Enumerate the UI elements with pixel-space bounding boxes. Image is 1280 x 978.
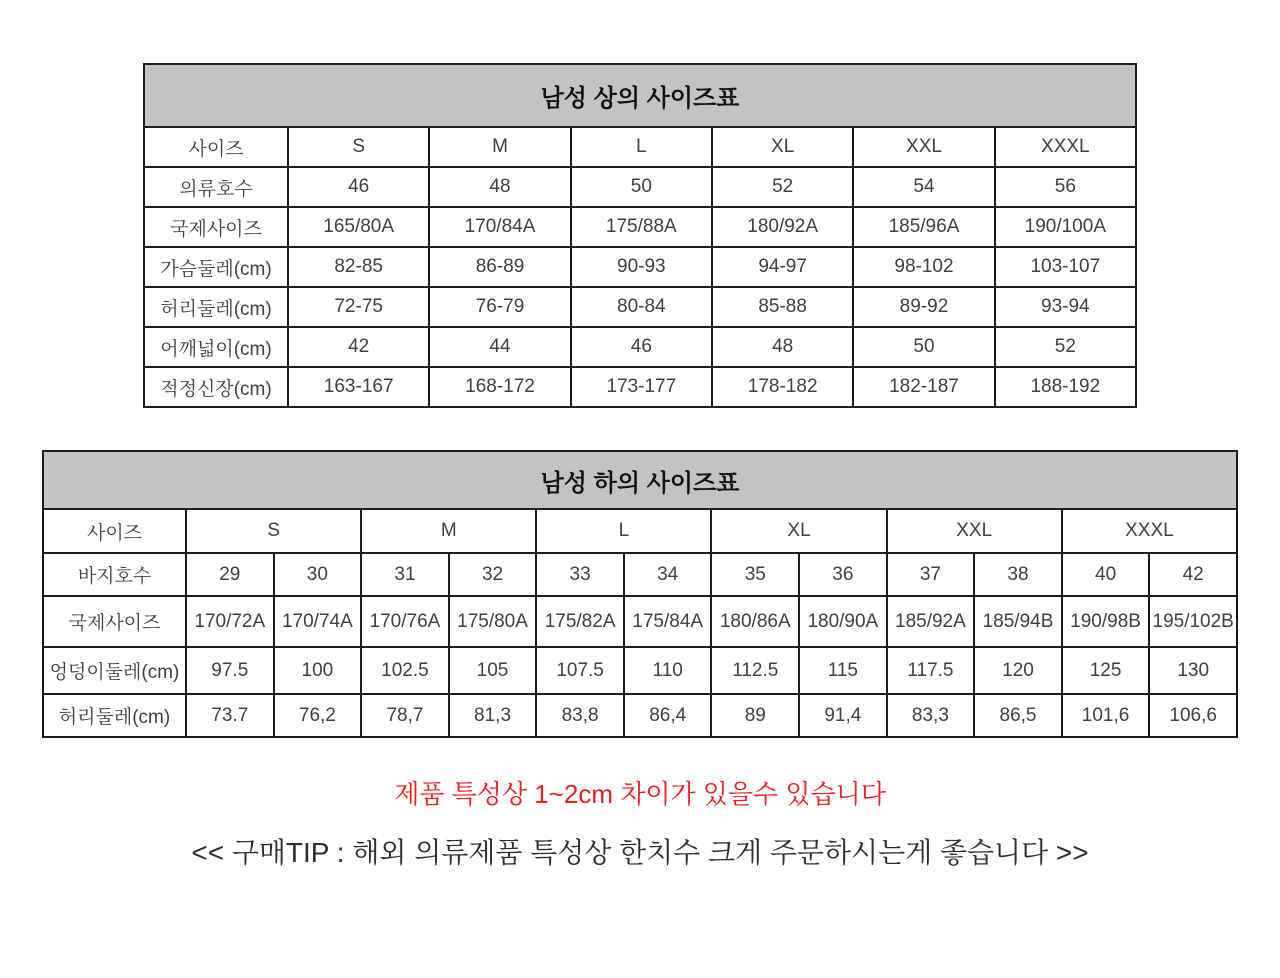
value-cell: 190/98B	[1062, 596, 1150, 647]
value-cell: 170/72A	[186, 596, 274, 647]
row-label-cell: 의류호수	[144, 167, 288, 207]
row-label-cell: 허리둘레(cm)	[144, 287, 288, 327]
value-cell: 72-75	[288, 287, 429, 327]
value-cell: 175/88A	[571, 207, 712, 247]
value-cell: 115	[799, 647, 887, 694]
value-cell: 97.5	[186, 647, 274, 694]
value-cell: 170/84A	[429, 207, 570, 247]
value-cell: 103-107	[995, 247, 1136, 287]
mens-top-size-table	[143, 63, 1137, 408]
value-cell: 31	[361, 553, 449, 596]
row-label-cell: 적정신장(cm)	[144, 367, 288, 407]
table-row	[43, 553, 1237, 596]
value-cell: 188-192	[995, 367, 1136, 407]
value-cell: 44	[429, 327, 570, 367]
value-cell: 182-187	[853, 367, 994, 407]
value-cell: 40	[1062, 553, 1150, 596]
table-row	[43, 694, 1237, 737]
value-cell: 170/76A	[361, 596, 449, 647]
value-cell: 175/84A	[624, 596, 712, 647]
mens-top-size-table-title: 남성 상의 사이즈표	[144, 64, 1136, 127]
value-cell: 120	[974, 647, 1062, 694]
value-cell: 105	[449, 647, 537, 694]
value-cell: 73.7	[186, 694, 274, 737]
value-cell: 101,6	[1062, 694, 1150, 737]
value-cell: S	[186, 509, 361, 553]
value-cell: 85-88	[712, 287, 853, 327]
table-title-row	[43, 451, 1237, 509]
value-cell: 80-84	[571, 287, 712, 327]
value-cell: 30	[274, 553, 362, 596]
value-cell: 190/100A	[995, 207, 1136, 247]
value-cell: 32	[449, 553, 537, 596]
value-cell: S	[288, 127, 429, 167]
value-cell: 42	[288, 327, 429, 367]
value-cell: 29	[186, 553, 274, 596]
purchase-tip-note: << 구매TIP : 해외 의류제품 특성상 한치수 크게 주문하시는게 좋습니다 >>	[191, 837, 1089, 868]
value-cell: L	[536, 509, 711, 553]
value-cell: XXXL	[1062, 509, 1237, 553]
value-cell: 89-92	[853, 287, 994, 327]
value-cell: 42	[1149, 553, 1237, 596]
value-cell: 52	[712, 167, 853, 207]
row-label-cell: 허리둘레(cm)	[43, 694, 186, 737]
value-cell: 180/90A	[799, 596, 887, 647]
value-cell: 82-85	[288, 247, 429, 287]
value-cell: 34	[624, 553, 712, 596]
value-cell: 48	[712, 327, 853, 367]
value-cell: 54	[853, 167, 994, 207]
value-cell: XL	[711, 509, 886, 553]
value-cell: 185/96A	[853, 207, 994, 247]
value-cell: XXXL	[995, 127, 1136, 167]
value-cell: 112.5	[711, 647, 799, 694]
value-cell: 56	[995, 167, 1136, 207]
value-cell: 185/92A	[887, 596, 975, 647]
value-cell: 83,3	[887, 694, 975, 737]
row-label-cell: 국제사이즈	[43, 596, 186, 647]
value-cell: 178-182	[712, 367, 853, 407]
row-label-cell: 사이즈	[43, 509, 186, 553]
value-cell: 38	[974, 553, 1062, 596]
value-cell: 50	[571, 167, 712, 207]
value-cell: XXL	[887, 509, 1062, 553]
table-row	[144, 327, 1136, 367]
value-cell: 78,7	[361, 694, 449, 737]
value-cell: 180/86A	[711, 596, 799, 647]
row-label-cell: 가슴둘레(cm)	[144, 247, 288, 287]
value-cell: M	[361, 509, 536, 553]
value-cell: 110	[624, 647, 712, 694]
value-cell: 83,8	[536, 694, 624, 737]
value-cell: 91,4	[799, 694, 887, 737]
value-cell: 86-89	[429, 247, 570, 287]
value-cell: 46	[571, 327, 712, 367]
table-row	[144, 167, 1136, 207]
row-label-cell: 바지호수	[43, 553, 186, 596]
value-cell: 98-102	[853, 247, 994, 287]
value-cell: 168-172	[429, 367, 570, 407]
value-cell: XL	[712, 127, 853, 167]
table-row	[43, 596, 1237, 647]
table-row	[144, 247, 1136, 287]
value-cell: 175/82A	[536, 596, 624, 647]
row-label-cell: 사이즈	[144, 127, 288, 167]
table-row	[144, 127, 1136, 167]
table-row	[144, 207, 1136, 247]
table-title-row	[144, 64, 1136, 127]
tolerance-note: 제품 특성상 1~2cm 차이가 있을수 있습니다	[394, 779, 886, 809]
value-cell: 33	[536, 553, 624, 596]
table-row	[144, 367, 1136, 407]
value-cell: 107.5	[536, 647, 624, 694]
value-cell: 170/74A	[274, 596, 362, 647]
table-row	[43, 509, 1237, 553]
value-cell: 94-97	[712, 247, 853, 287]
value-cell: 48	[429, 167, 570, 207]
value-cell: 180/92A	[712, 207, 853, 247]
value-cell: 52	[995, 327, 1136, 367]
value-cell: 86,4	[624, 694, 712, 737]
table-row	[144, 287, 1136, 327]
table-row	[43, 647, 1237, 694]
mens-bottom-size-table-title: 남성 하의 사이즈표	[43, 451, 1237, 509]
value-cell: 93-94	[995, 287, 1136, 327]
value-cell: 195/102B	[1149, 596, 1237, 647]
value-cell: L	[571, 127, 712, 167]
value-cell: 36	[799, 553, 887, 596]
value-cell: 35	[711, 553, 799, 596]
value-cell: 100	[274, 647, 362, 694]
row-label-cell: 엉덩이둘레(cm)	[43, 647, 186, 694]
value-cell: 130	[1149, 647, 1237, 694]
row-label-cell: 어깨넓이(cm)	[144, 327, 288, 367]
value-cell: 37	[887, 553, 975, 596]
mens-bottom-size-table	[42, 450, 1238, 738]
value-cell: 89	[711, 694, 799, 737]
value-cell: 46	[288, 167, 429, 207]
row-label-cell: 국제사이즈	[144, 207, 288, 247]
value-cell: 106,6	[1149, 694, 1237, 737]
value-cell: 165/80A	[288, 207, 429, 247]
value-cell: M	[429, 127, 570, 167]
value-cell: 173-177	[571, 367, 712, 407]
value-cell: 86,5	[974, 694, 1062, 737]
value-cell: 76,2	[274, 694, 362, 737]
value-cell: 102.5	[361, 647, 449, 694]
value-cell: 76-79	[429, 287, 570, 327]
value-cell: 90-93	[571, 247, 712, 287]
value-cell: 125	[1062, 647, 1150, 694]
value-cell: 81,3	[449, 694, 537, 737]
value-cell: 185/94B	[974, 596, 1062, 647]
value-cell: 163-167	[288, 367, 429, 407]
value-cell: 117.5	[887, 647, 975, 694]
value-cell: XXL	[853, 127, 994, 167]
value-cell: 50	[853, 327, 994, 367]
value-cell: 175/80A	[449, 596, 537, 647]
